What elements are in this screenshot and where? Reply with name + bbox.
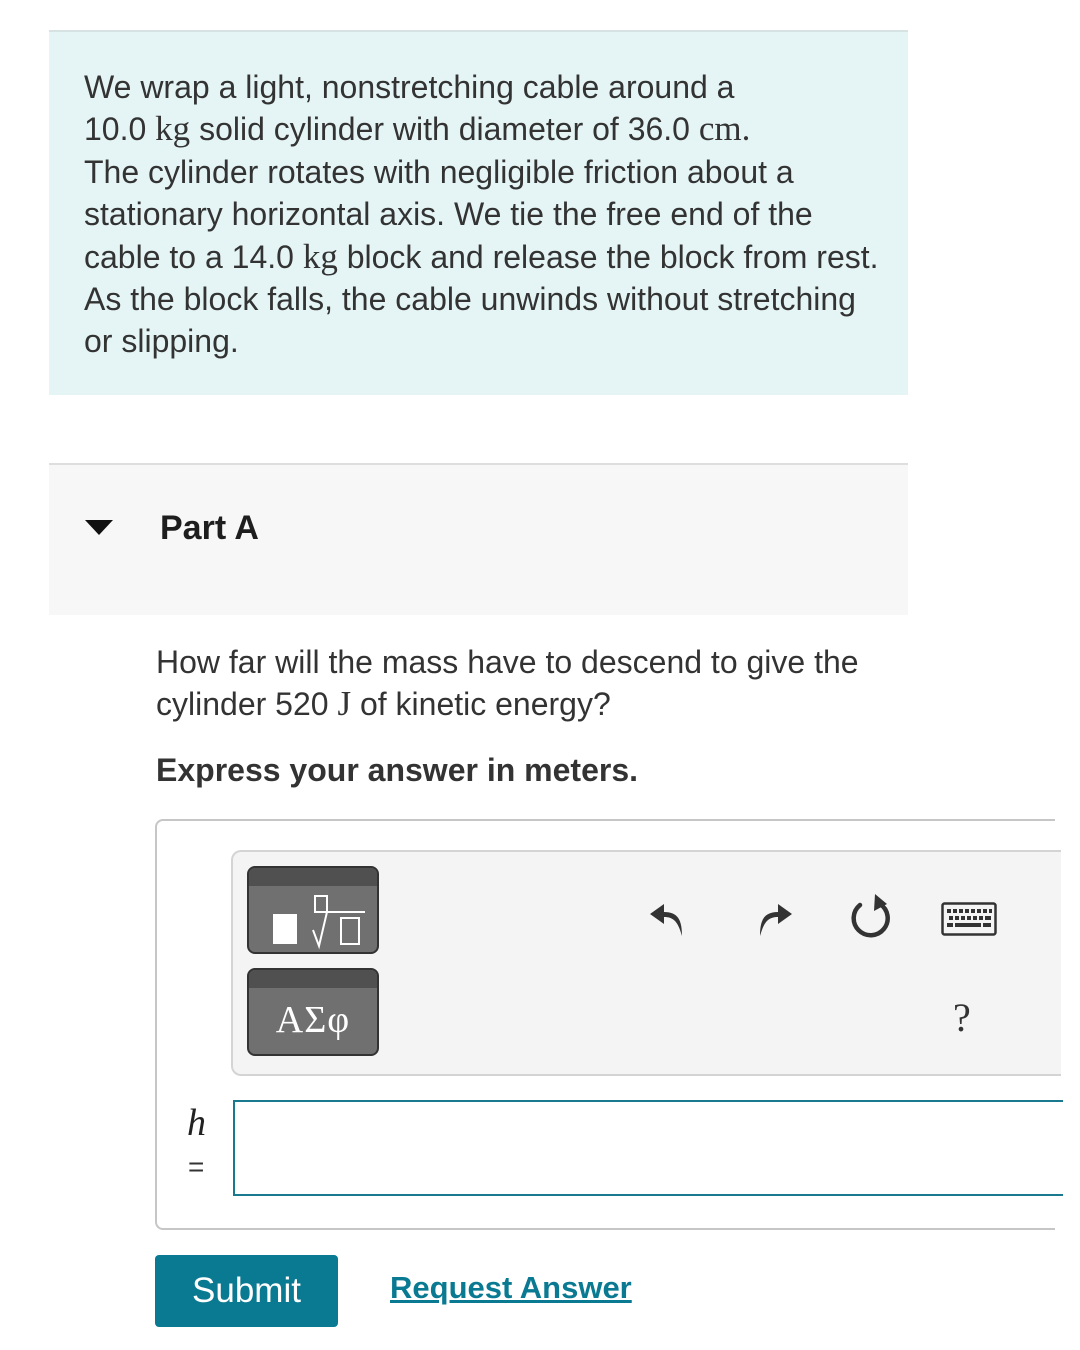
unit-kg-2: kg [302,236,338,276]
intro-text-5: block and release the block from rest. As the block falls, the cable unwinds without stretching or slipping. [84,238,879,360]
help-icon[interactable]: ? [953,995,971,1040]
symbols-icon: ΑΣφ [275,999,351,1041]
answer-instruction: Express your answer in meters. [156,752,638,788]
part-title: Part A [160,509,259,547]
part-header[interactable] [49,463,908,615]
keyboard-icon[interactable] [941,902,997,938]
undo-icon[interactable] [648,890,698,940]
collapse-caret-icon[interactable] [85,520,113,535]
submit-button[interactable]: Submit [155,1255,338,1327]
problem-statement [84,66,884,363]
question-text-1: How far will the mass have to descend to give the cylinder 520 [156,644,859,723]
math-toolbar [231,850,1061,1076]
unit-kg: kg [155,109,191,149]
answer-input[interactable] [233,1100,1063,1196]
unit-cm: cm. [698,109,751,149]
redo-icon[interactable] [748,890,798,940]
problem-intro [49,30,908,395]
intro-text-4: The cylinder rotates with negligible friction about a stationary horizontal axis. We tie the free end of the cable to a 14.0 [84,153,813,275]
equals-sign: = [188,1151,205,1182]
intro-text-2: 10.0 [84,111,147,148]
reset-icon[interactable] [846,892,896,942]
intro-text-3: solid cylinder with diameter of 36.0 [199,111,690,148]
symbols-button[interactable] [247,968,379,1056]
intro-text-1: We wrap a light, nonstretching cable around a [84,69,735,105]
request-answer-link[interactable]: Request Answer [390,1270,632,1305]
button-strip [249,970,377,988]
unit-j: J [337,684,352,724]
variable-label: h [187,1102,206,1144]
templates-icon [269,890,365,950]
button-strip [249,868,377,886]
templates-button[interactable] [247,866,379,954]
question-text-2: of kinetic energy? [359,686,611,723]
question-text [156,641,926,726]
answer-panel [155,819,1055,1230]
